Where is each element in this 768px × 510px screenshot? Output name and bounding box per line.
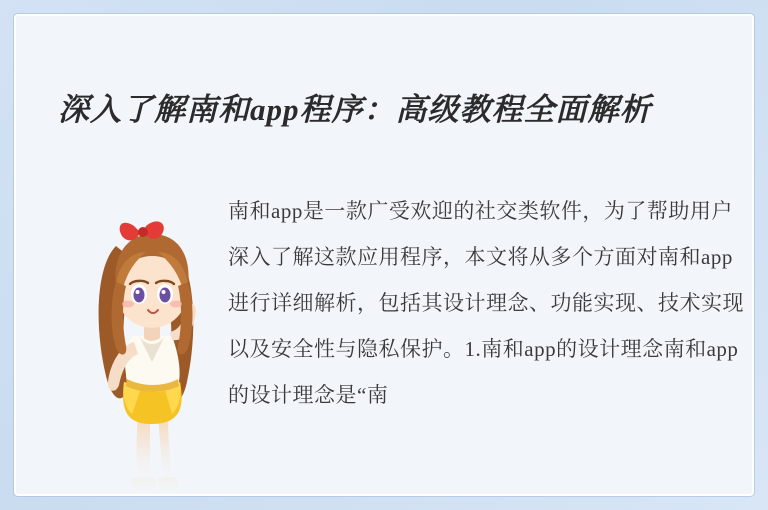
page-title: 深入了解南和app程序：高级教程全面解析	[58, 91, 652, 127]
chibi-girl-illustration	[76, 186, 226, 496]
article-body: 南和app是一款广受欢迎的社交类软件，为了帮助用户深入了解这款应用程序，本文将从多个方面对南和app进行详细解析，包括其设计理念、功能实现、技术实现以及安全性与隐私保护。1.南和app的设计理念南和app的设计理念是“南	[228, 199, 744, 407]
article-card	[14, 14, 754, 496]
